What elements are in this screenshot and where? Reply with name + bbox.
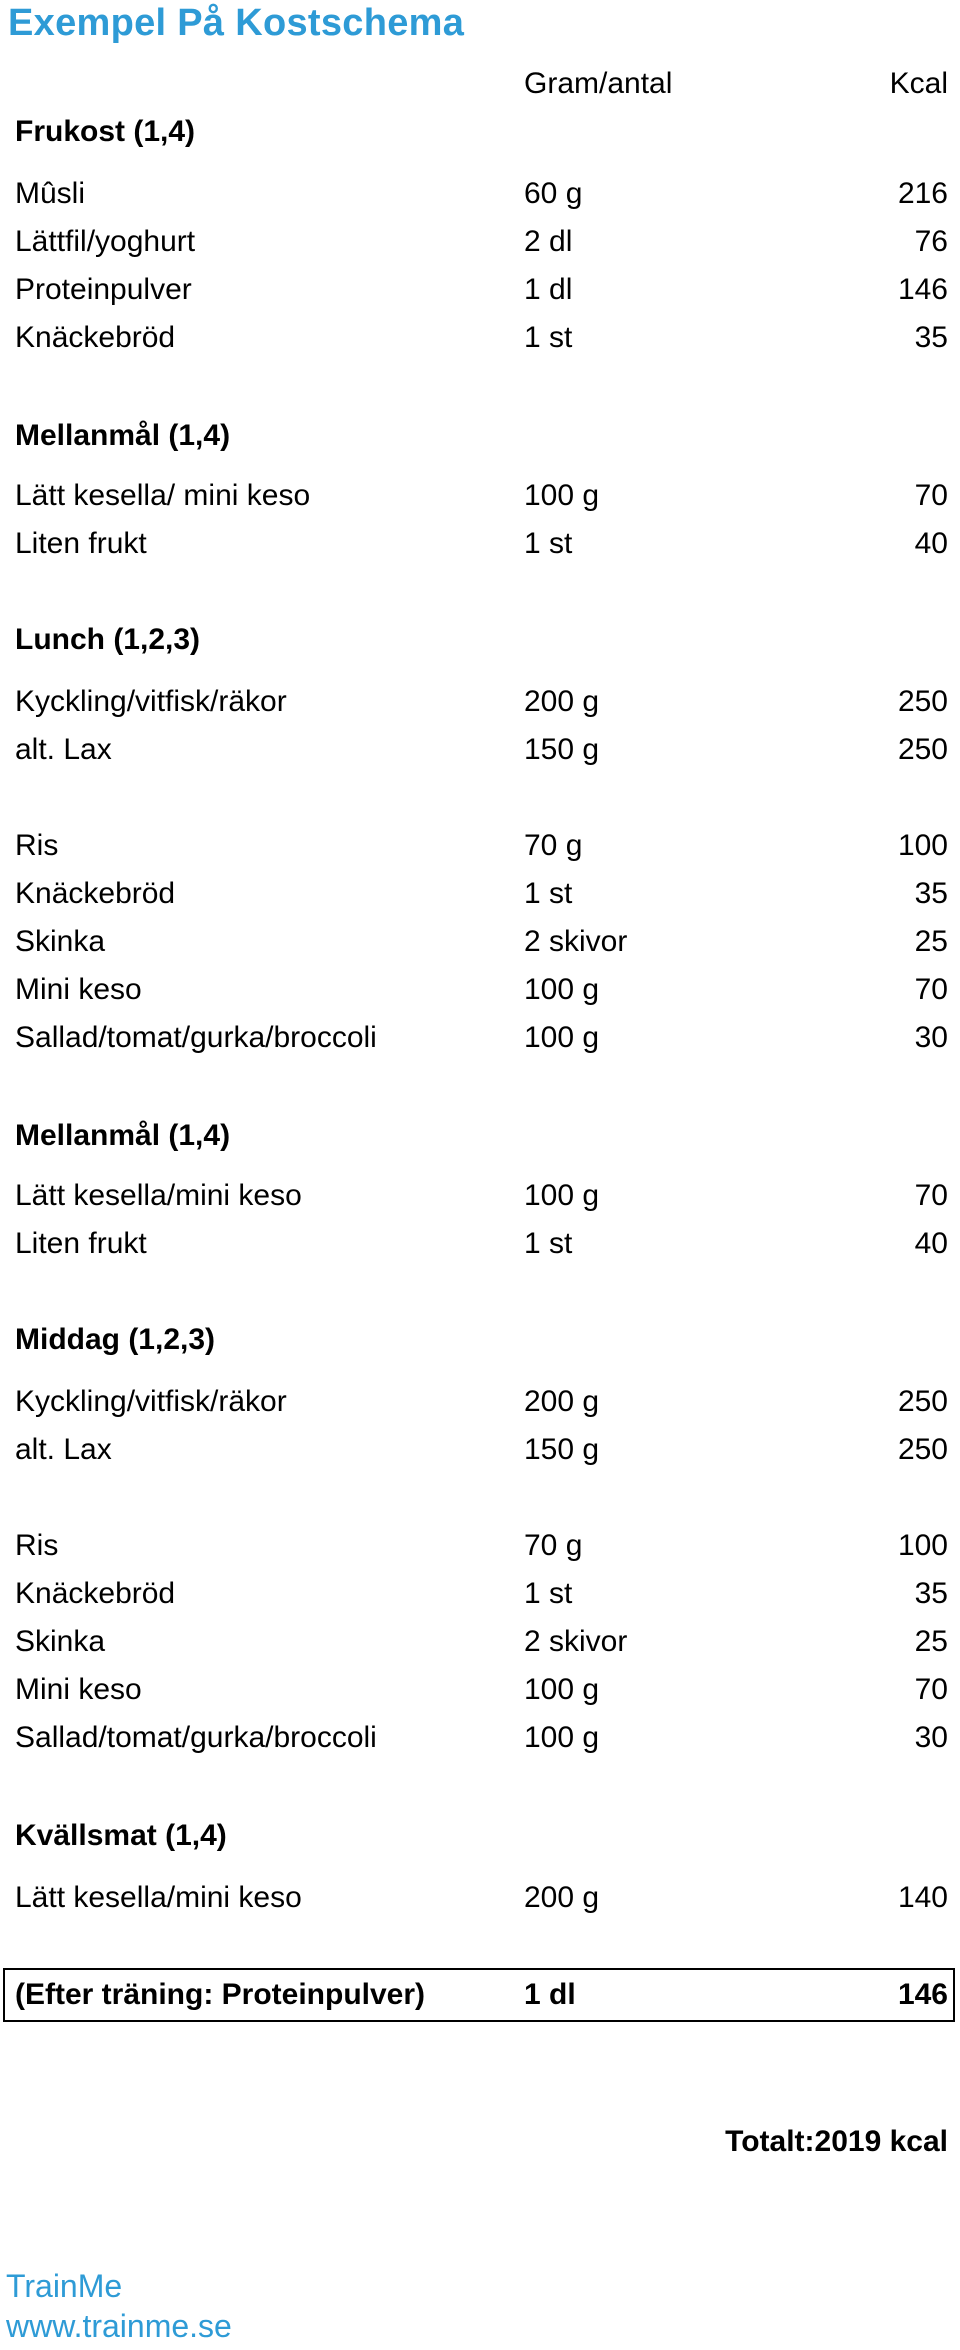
- table-row: alt. Lax 150 g 250: [15, 733, 948, 766]
- section-header-lunch: Lunch (1,2,3): [15, 623, 201, 656]
- section-header-middag: Middag (1,2,3): [15, 1323, 216, 1356]
- table-row: Ris 70 g 100: [15, 1529, 948, 1562]
- table-row: alt. Lax 150 g 250: [15, 1433, 948, 1466]
- page-title: Exempel På Kostschema: [8, 2, 465, 44]
- table-row: Skinka 2 skivor 25: [15, 925, 948, 958]
- section-header-kvallsmat: Kvällsmat (1,4): [15, 1819, 227, 1852]
- column-header-row: [0, 60, 960, 108]
- table-row: Lätt kesella/ mini keso 100 g 70: [15, 479, 948, 512]
- table-row: Lätt kesella/mini keso 200 g 140: [15, 1881, 948, 1914]
- kcal-column-header: Kcal: [889, 67, 948, 100]
- table-row: Skinka 2 skivor 25: [15, 1625, 948, 1658]
- section-header-frukost: Frukost (1,4): [15, 115, 196, 148]
- table-row: Knäckebröd 1 st 35: [15, 321, 948, 354]
- table-row: Mûsli 60 g 216: [15, 177, 948, 210]
- post-workout-row: (Efter träning: Proteinpulver) 1 dl 146: [15, 1978, 948, 2011]
- table-row: Liten frukt 1 st 40: [15, 527, 948, 560]
- section-header-mellanmal: Mellanmål (1,4): [15, 1119, 231, 1152]
- amount-column-header: Gram/antal: [524, 67, 673, 100]
- table-row: Lättfil/yoghurt 2 dl 76: [15, 225, 948, 258]
- table-row: Mini keso 100 g 70: [15, 973, 948, 1006]
- table-row: Sallad/tomat/gurka/broccoli 100 g 30: [15, 1021, 948, 1054]
- table-row: Knäckebröd 1 st 35: [15, 877, 948, 910]
- table-row: Sallad/tomat/gurka/broccoli 100 g 30: [15, 1721, 948, 1754]
- table-row: Mini keso 100 g 70: [15, 1673, 948, 1706]
- total-kcal: Totalt:2019 kcal: [725, 2125, 948, 2158]
- brand-url[interactable]: www.trainme.se: [6, 2308, 232, 2344]
- table-row: Knäckebröd 1 st 35: [15, 1577, 948, 1610]
- table-row: Kyckling/vitfisk/räkor 200 g 250: [15, 1385, 948, 1418]
- table-row: Lätt kesella/mini keso 100 g 70: [15, 1179, 948, 1212]
- brand-name: TrainMe: [6, 2268, 123, 2304]
- table-row: Kyckling/vitfisk/räkor 200 g 250: [15, 685, 948, 718]
- table-row: Ris 70 g 100: [15, 829, 948, 862]
- table-row: Proteinpulver 1 dl 146: [15, 273, 948, 306]
- section-header-mellanmal: Mellanmål (1,4): [15, 419, 231, 452]
- table-row: Liten frukt 1 st 40: [15, 1227, 948, 1260]
